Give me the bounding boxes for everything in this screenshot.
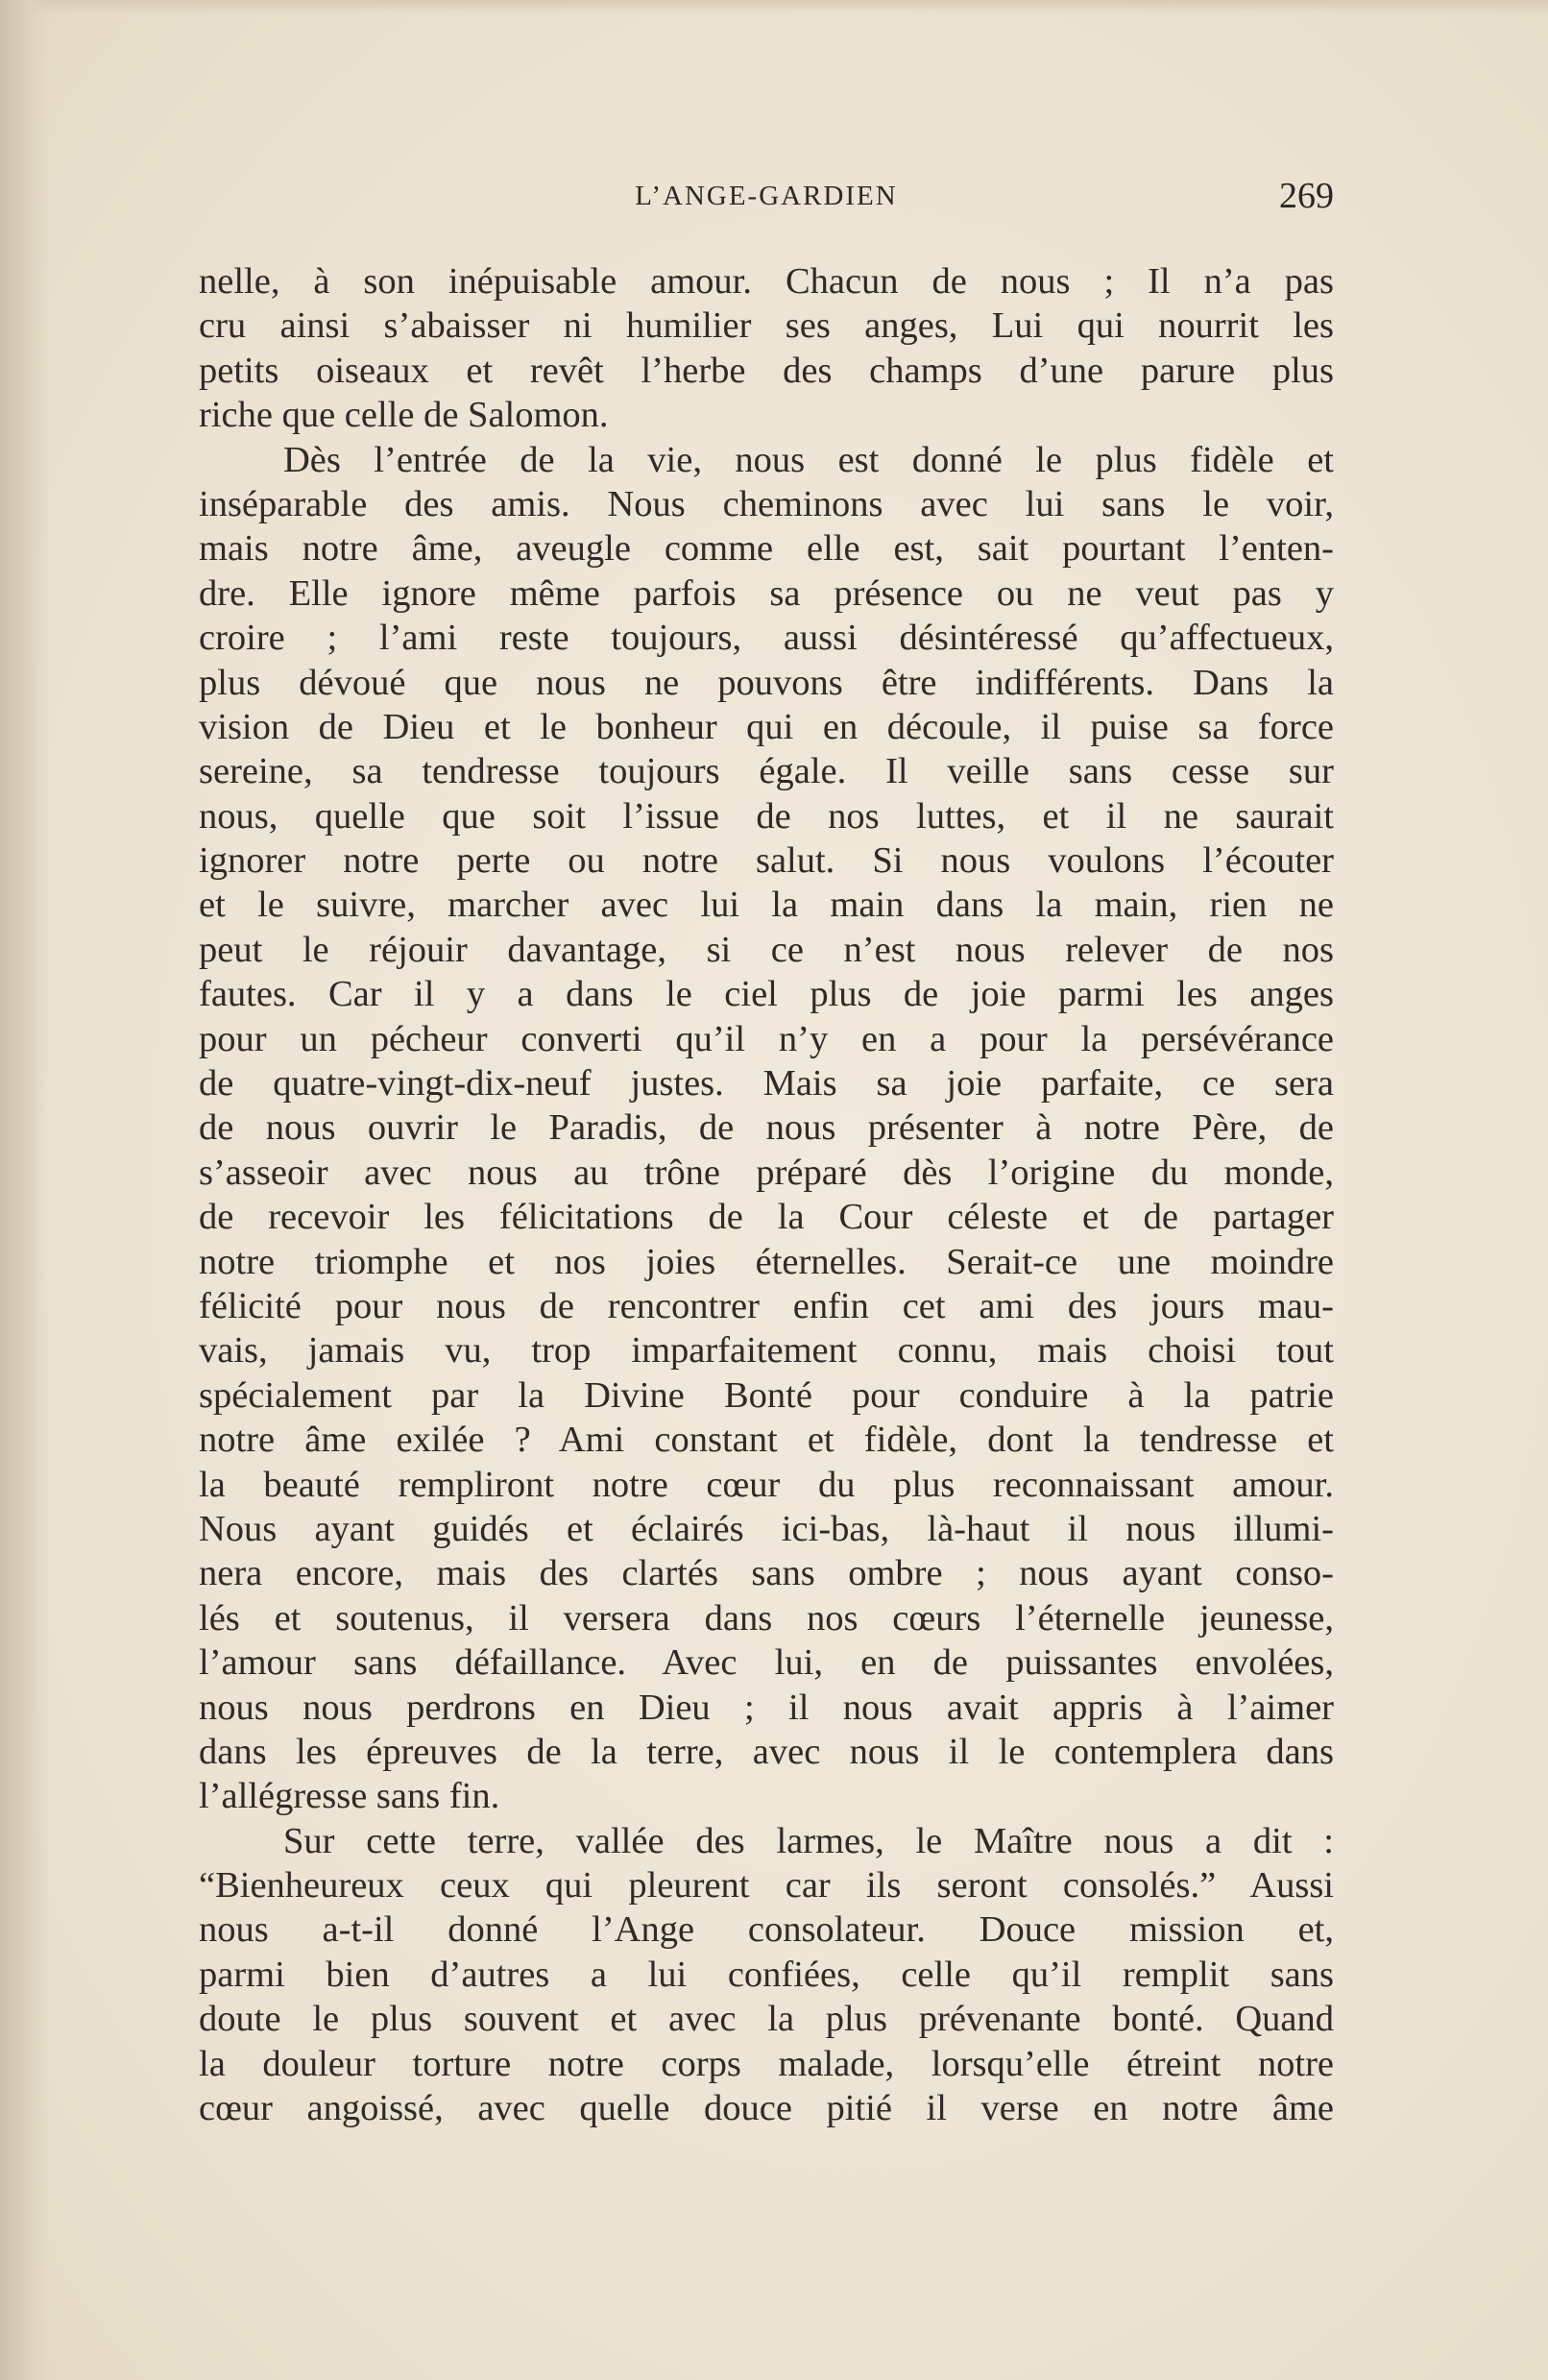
text-line: cru ainsi s’abaisser ni humilier ses anges, Lui qui nourrit les: [199, 305, 1334, 347]
text-line: cœur angoissé, avec quelle douce pitié il verse en notre âme: [199, 2088, 1334, 2129]
text-line: plus dévoué que nous ne pouvons être indifférents. Dans la: [199, 662, 1334, 703]
text-line: petits oiseaux et revêt l’herbe des champs d’une parure plus: [199, 350, 1334, 391]
text-line: inséparable des amis. Nous cheminons avec lui sans le voir,: [199, 483, 1334, 524]
page-top-edge: [0, 0, 1548, 13]
text-line: la douleur torture notre corps malade, lorsqu’elle étreint notre: [199, 2043, 1334, 2084]
text-line: nous nous perdrons en Dieu ; il nous avait appris à l’aimer: [199, 1687, 1334, 1728]
text-line: s’asseoir avec nous au trône préparé dès l’origine du monde,: [199, 1152, 1334, 1193]
text-line: notre triomphe et nos joies éternelles. Serait-ce une moindre: [199, 1241, 1334, 1282]
text-line: sereine, sa tendresse toujours égale. Il veille sans cesse sur: [199, 751, 1334, 792]
text-line: nous, quelle que soit l’issue de nos luttes, et il ne saurait: [199, 795, 1334, 837]
text-line: dre. Elle ignore même parfois sa présence ou ne veut pas y: [199, 572, 1334, 614]
text-line: nelle, à son inépuisable amour. Chacun de nous ; Il n’a pas: [199, 261, 1334, 302]
text-line: de quatre-vingt-dix-neuf justes. Mais sa joie parfaite, ce sera: [199, 1063, 1334, 1105]
text-line: croire ; l’ami reste toujours, aussi désintéressé qu’affectueux,: [199, 618, 1334, 659]
text-line: vision de Dieu et le bonheur qui en découle, il puise sa force: [199, 706, 1334, 747]
text-line: l’allégresse sans fin.: [199, 1776, 500, 1817]
text-line: doute le plus souvent et avec la plus prévenante bonté. Quand: [199, 1999, 1334, 2040]
text-line: parmi bien d’autres a lui confiées, celle qu’il remplit sans: [199, 1954, 1334, 1995]
text-line: vais, jamais vu, trop imparfaitement connu, mais choisi tout: [199, 1330, 1334, 1372]
page-number: 269: [1279, 176, 1334, 216]
text-line: spécialement par la Divine Bonté pour conduire à la patrie: [199, 1374, 1334, 1416]
text-line: l’amour sans défaillance. Avec lui, en de puissantes envolées,: [199, 1642, 1334, 1684]
text-line: Sur cette terre, vallée des larmes, le Maître nous a dit :: [283, 1820, 1334, 1861]
text-line: pour un pécheur converti qu’il n’y en a pour la persévérance: [199, 1018, 1334, 1059]
text-line: ignorer notre perte ou notre salut. Si nous voulons l’écouter: [199, 840, 1334, 882]
text-line: et le suivre, marcher avec lui la main dans la main, rien ne: [199, 885, 1334, 926]
text-line: la beauté rempliront notre cœur du plus reconnaissant amour.: [199, 1464, 1334, 1505]
text-line: Dès l’entrée de la vie, nous est donné le plus fidèle et: [283, 439, 1334, 480]
text-line: nera encore, mais des clartés sans ombre ; nous ayant conso-: [199, 1553, 1334, 1594]
running-title: L’ANGE-GARDIEN: [635, 181, 898, 211]
page-gutter-shadow: [0, 0, 50, 2380]
body-text: [199, 259, 1334, 2130]
text-line: riche que celle de Salomon.: [199, 395, 609, 436]
text-line: fautes. Car il y a dans le ciel plus de joie parmi les anges: [199, 974, 1334, 1015]
page-header: [199, 175, 1334, 229]
text-line: félicité pour nous de rencontrer enfin cet ami des jours mau-: [199, 1285, 1334, 1326]
text-line: mais notre âme, aveugle comme elle est, sait pourtant l’enten-: [199, 528, 1334, 570]
text-line: de recevoir les félicitations de la Cour céleste et de partager: [199, 1197, 1334, 1238]
text-line: lés et soutenus, il versera dans nos cœurs l’éternelle jeunesse,: [199, 1597, 1334, 1639]
text-line: “Bienheureux ceux qui pleurent car ils seront consolés.” Aussi: [199, 1865, 1334, 1906]
text-line: de nous ouvrir le Paradis, de nous présenter à notre Père, de: [199, 1107, 1334, 1149]
text-line: nous a-t-il donné l’Ange consolateur. Douce mission et,: [199, 1909, 1334, 1951]
text-line: notre âme exilée ? Ami constant et fidèle, dont la tendresse et: [199, 1420, 1334, 1461]
text-line: Nous ayant guidés et éclairés ici-bas, là-haut il nous illumi-: [199, 1508, 1334, 1549]
text-line: dans les épreuves de la terre, avec nous il le contemplera dans: [199, 1731, 1334, 1772]
text-line: peut le réjouir davantage, si ce n’est nous relever de nos: [199, 929, 1334, 970]
